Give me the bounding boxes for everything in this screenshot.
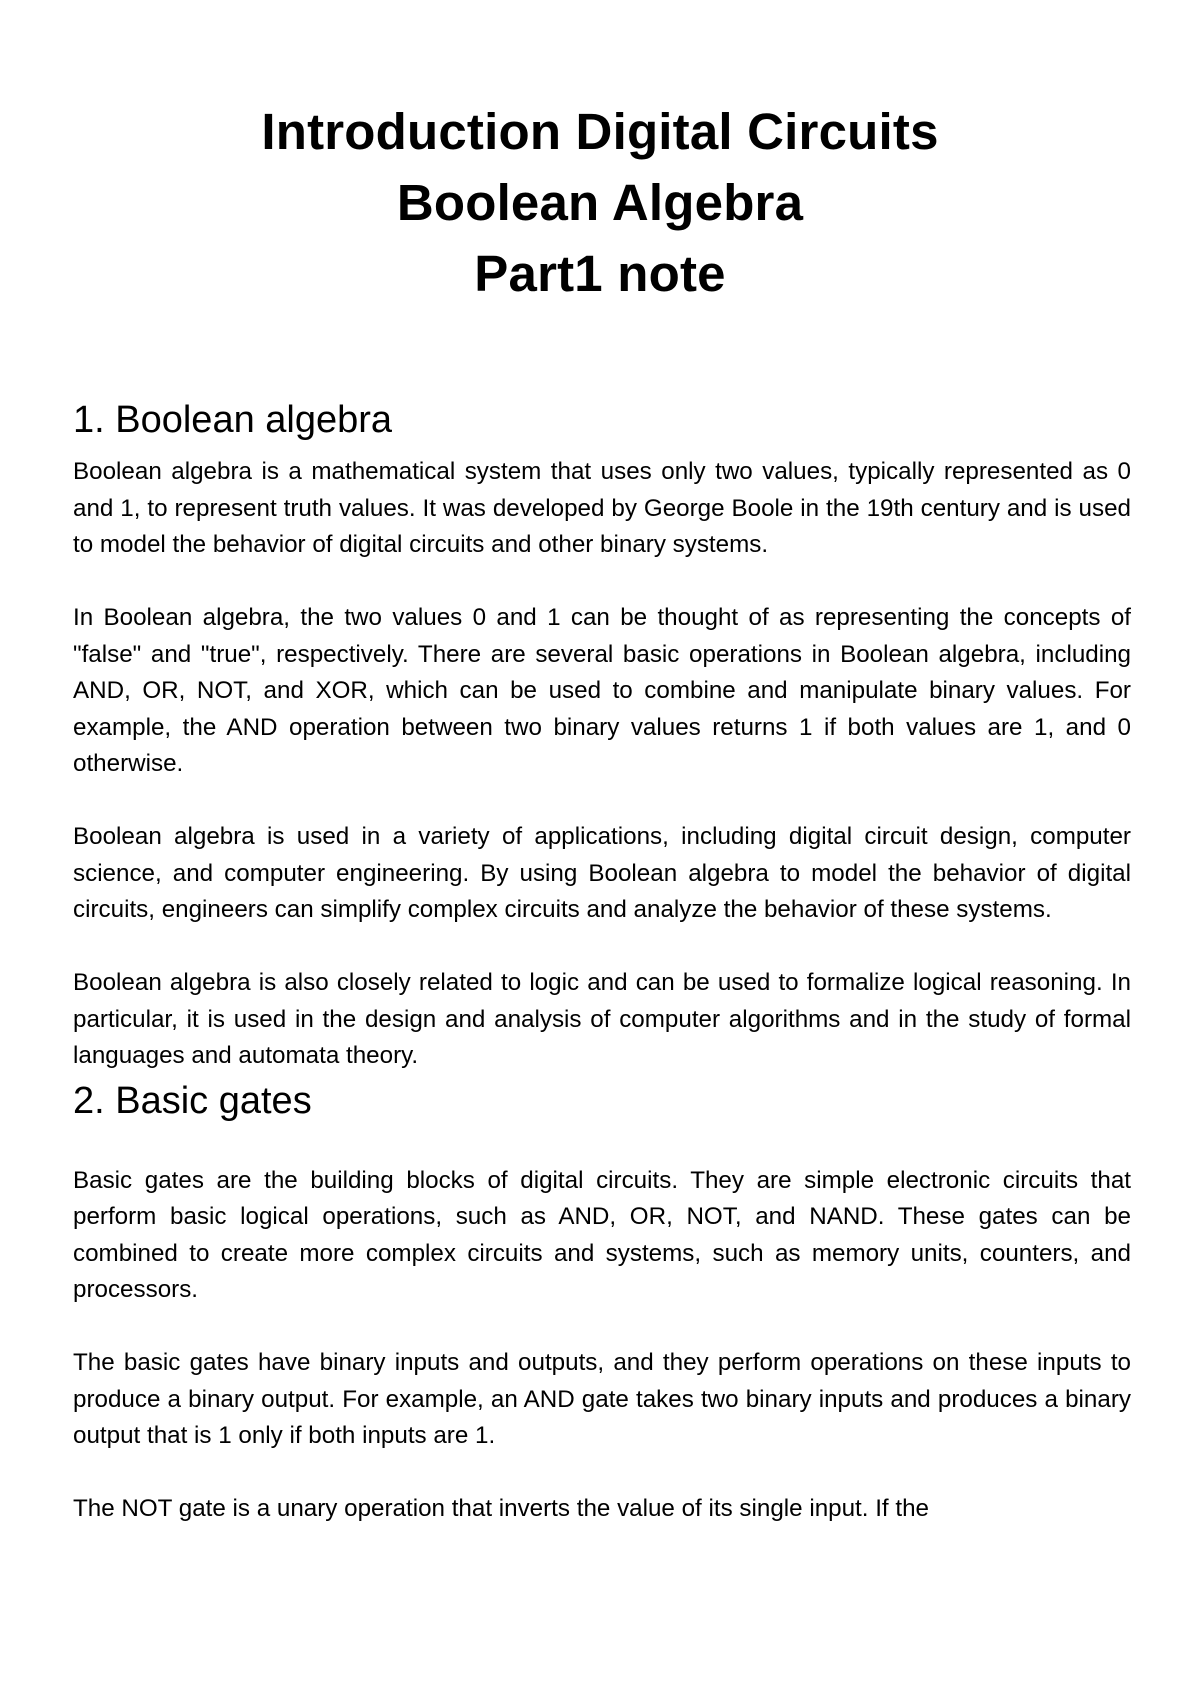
paragraph: The basic gates have binary inputs and outputs, and they perform operations on these inputs to produce a binary output. For example, an AND gate takes two binary inputs and produces a binary output that is 1 only if both inputs are 1.	[73, 1349, 1131, 1449]
paragraph: Basic gates are the building blocks of digital circuits. They are simple electronic circuits that perform basic logical operations, such as AND, OR, NOT, and NAND. These gates can be combined to create more complex circuits and systems, such as memory units, counters, and processors.	[73, 1166, 1131, 1303]
document-title	[0, 96, 1200, 309]
paragraph: Boolean algebra is a mathematical system that uses only two values, typically represented as 0 and 1, to represent truth values. It was developed by George Boole in the 19th century and is used to model the behavior of digital circuits and other binary systems.	[73, 458, 1131, 558]
paragraph: Boolean algebra is also closely related to logic and can be used to formalize logical reasoning. In particular, it is used in the design and analysis of computer algorithms and in the study of formal languages and automata theory.	[73, 969, 1131, 1069]
title-line-1: Introduction Digital Circuits	[261, 103, 939, 160]
paragraph: In Boolean algebra, the two values 0 and 1 can be thought of as representing the concepts of "false" and "true", respectively. There are several basic operations in Boolean algebra, including AND, OR, NOT, and XOR, which can be used to combine and manipulate binary values. For example, the AND operation between two binary values returns 1 if both values are 1, and 0 otherwise.	[73, 604, 1131, 777]
document-body	[73, 396, 1131, 1564]
section-basic-gates	[73, 1077, 1131, 1528]
section-heading: 1. Boolean algebra	[73, 399, 393, 441]
section-boolean-algebra	[73, 396, 1131, 1075]
paragraph: Boolean algebra is used in a variety of applications, including digital circuit design, computer science, and computer engineering. By using Boolean algebra to model the behavior of digital circuits, engineers can simplify complex circuits and analyze the behavior of these systems.	[73, 823, 1131, 923]
title-line-3: Part1 note	[474, 245, 726, 302]
title-line-2: Boolean Algebra	[396, 174, 804, 231]
paragraph: The NOT gate is a unary operation that inverts the value of its single input. If the	[73, 1495, 929, 1522]
section-heading: 2. Basic gates	[73, 1079, 312, 1122]
